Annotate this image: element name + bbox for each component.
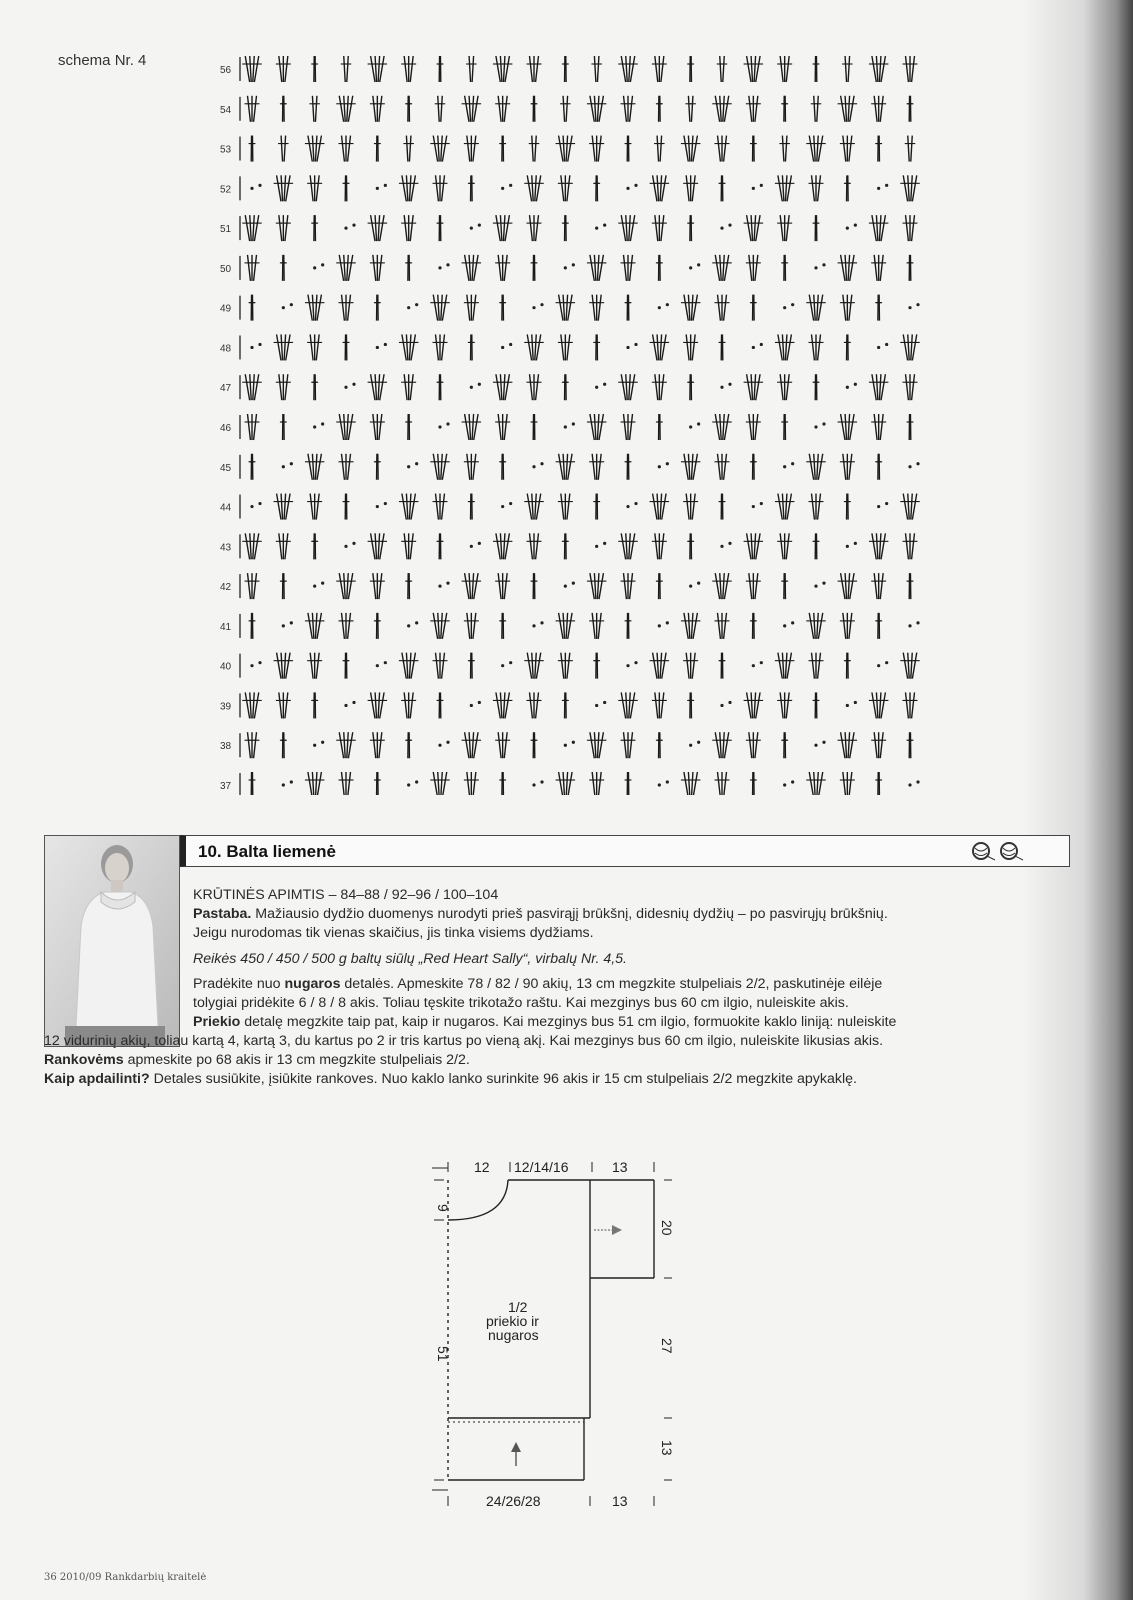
article-title: 10. Balta liemenė (198, 842, 336, 861)
paragraph-1-line-2: tolygiai pridėkite 6 / 8 / 8 akis. Toliau tęskite trikotažo raštu. Kai mezginys bus 60 cm ilgio, nuleiskite akis. (193, 995, 849, 1011)
chart-row (245, 573, 914, 599)
piece-label-2: priekio ir (486, 1313, 539, 1329)
chart-row-number: 42 (220, 582, 232, 594)
chart-row-number: 47 (220, 383, 232, 395)
chart-row (250, 494, 919, 520)
size-line: KRŪTINĖS APIMTIS – 84–88 / 92–96 / 100–104 (193, 887, 499, 903)
chart-row-number: 37 (220, 781, 232, 792)
chart-row-number: 43 (220, 542, 232, 554)
p2-bold: Priekio (193, 1014, 241, 1030)
chart-row (245, 255, 914, 281)
dim-body: 27 (659, 1338, 675, 1354)
chart-row (249, 772, 920, 795)
paragraph-4 (44, 1070, 857, 1089)
chart-row-number: 49 (220, 303, 232, 315)
paragraph-2-line-2: 12 vidurinių akių, toliau kartą 4, kartą 3, du kartus po 2 ir tris kartus po vieną akį. Kai mezginys bus 60 cm ilgio, nuleiskite likusias akis. (44, 1033, 884, 1049)
dim-total-length: 51 (435, 1346, 451, 1362)
p3-text-b: apmeskite po 68 akis ir 13 cm megzkite stulpeliais 2/2. (123, 1052, 470, 1068)
chart-row-number: 56 (220, 65, 232, 76)
page-edge-shadow (1023, 0, 1133, 1600)
note-line-1 (193, 905, 888, 924)
p3-bold: Rankovėms (44, 1052, 124, 1068)
chart-row-number: 39 (220, 701, 232, 713)
p1-bold: nugaros (284, 976, 341, 992)
p2-text-b: detalę megzkite taip pat, kaip ir nugaros. Kai mezginys bus 51 cm ilgio, formuokite kaklo liniją: nuleiskite (240, 1014, 897, 1030)
chart-row-number: 38 (220, 741, 232, 753)
p1-text-a: Pradėkite nuo (193, 976, 285, 992)
p1-text-c: detalės. Apmeskite 78 / 82 / 90 akių, 13 cm megzkite stulpeliais 2/2, paskutinėje eilėje (340, 976, 883, 992)
paragraph-2-line-1 (193, 1013, 896, 1032)
page-footer: 36 2010/09 Rankdarbių kraitelė (44, 1572, 207, 1583)
garment-schematic (420, 1160, 700, 1550)
chart-row (242, 56, 917, 82)
chart-row (245, 732, 914, 758)
paragraph-1-line-1 (193, 975, 882, 994)
chart-row (245, 414, 914, 440)
chart-row-number: 51 (220, 224, 232, 236)
knit-direction-arrow-icon (511, 1442, 521, 1466)
chart-row-number: 45 (220, 462, 232, 474)
chart-row (249, 295, 920, 321)
dim-armhole: 20 (659, 1220, 675, 1236)
dim-top-mid: 12/14/16 (514, 1160, 569, 1175)
chart-row (249, 136, 916, 162)
chart-row (250, 175, 919, 201)
chart-row (242, 215, 917, 241)
chart-row-number: 46 (220, 423, 232, 434)
note-label: Pastaba. (193, 906, 252, 922)
chart-row-number: 54 (220, 104, 232, 116)
chart-row (249, 613, 920, 639)
chart-row (245, 96, 914, 122)
sleeve-direction-arrow-icon (594, 1225, 622, 1235)
chart-row (242, 692, 917, 718)
chart-row-number: 53 (220, 144, 232, 156)
chart-row (249, 454, 920, 480)
chart-row-number: 40 (220, 661, 232, 673)
p4-text-b: Detales susiūkite, įsiūkite rankoves. Nuo kaklo lanko surinkite 96 akis ir 15 cm stulpeliais 2/2 megzkite apykaklę. (149, 1071, 857, 1087)
schema-label: schema Nr. 4 (58, 52, 147, 69)
dim-bottom-right: 13 (612, 1493, 628, 1509)
model-photo (44, 835, 180, 1047)
crochet-chart (220, 55, 920, 795)
note-line-2: Jeigu nurodomas tik vienas skaičius, jis tinka visiems dydžiams. (193, 925, 594, 941)
piece-label-1: 1/2 (508, 1299, 528, 1315)
chart-row (250, 334, 919, 360)
chart-row (242, 533, 917, 559)
chart-row-number: 44 (220, 502, 232, 514)
note-text-1: Mažiausio dydžio duomenys nurodyti prieš pasvirąjį brūkšnį, didesnių dydžių – po pasvirųjų brūkšnių. (251, 906, 888, 922)
chart-row-number: 52 (220, 184, 232, 196)
chart-row-number: 50 (220, 263, 232, 275)
difficulty-yarn-icon (969, 840, 1029, 862)
piece-label-3: nugaros (488, 1327, 539, 1343)
p4-bold: Kaip apdailinti? (44, 1071, 150, 1087)
paragraph-3 (44, 1051, 470, 1070)
dim-rib: 13 (659, 1440, 675, 1456)
chart-row (242, 374, 917, 400)
chart-row-number: 48 (220, 343, 232, 355)
dim-top-left: 12 (474, 1160, 490, 1175)
materials-line: Reikės 450 / 450 / 500 g baltų siūlų „Red Heart Sally“, virbalų Nr. 4,5. (193, 951, 627, 967)
dim-neck-depth: 9 (435, 1204, 451, 1212)
article-header (180, 835, 1070, 867)
chart-row-number: 41 (220, 621, 232, 633)
dim-bottom-width: 24/26/28 (486, 1493, 541, 1509)
chart-row (250, 653, 919, 679)
dim-top-right: 13 (612, 1160, 628, 1175)
